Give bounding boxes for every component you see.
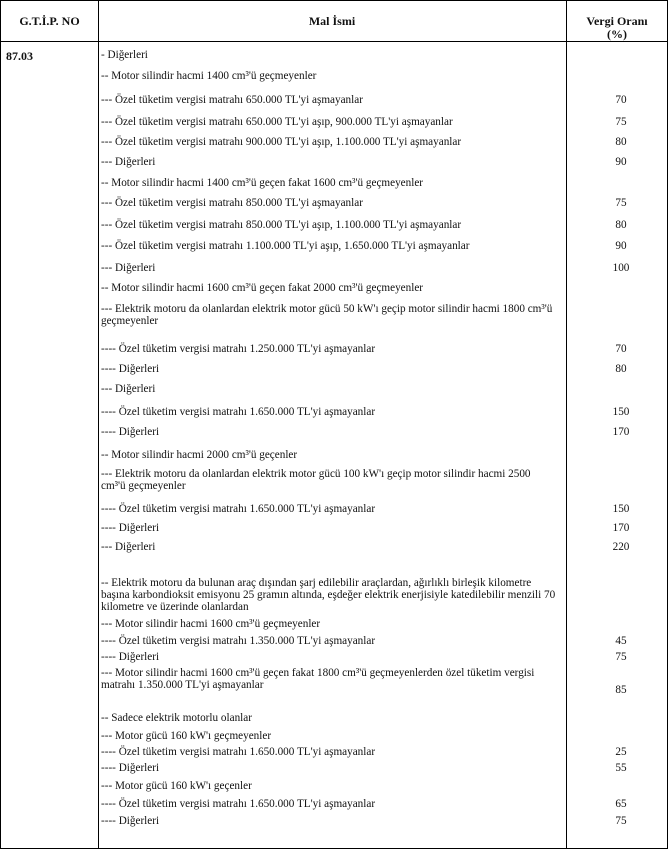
item-text: --- Özel tüketim vergisi matrahı 650.000 TL'yi aşıp, 900.000 TL'yi aşmayanlar (101, 116, 453, 128)
item-text: ---- Diğerleri (101, 426, 160, 438)
item-text: --- Motor silindir hacmi 1600 cm³'ü geçmeyenler (101, 618, 321, 630)
tax-rate: 170 (612, 426, 630, 438)
tax-rate: 150 (612, 503, 630, 515)
tax-rate: 90 (615, 240, 627, 252)
item-text: --- Diğerleri (101, 156, 156, 168)
header-gtip: G.T.İ.P. NO (19, 14, 80, 28)
tax-rate: 75 (615, 116, 627, 128)
tax-rate: 150 (612, 406, 630, 418)
tax-rate: 55 (615, 762, 627, 774)
tax-rate: 100 (612, 262, 630, 274)
item-text: --- Diğerleri (101, 541, 156, 553)
item-text: --- Diğerleri (101, 383, 156, 395)
item-text: ---- Diğerleri (101, 815, 160, 827)
item-text: ---- Özel tüketim vergisi matrahı 1.250.000 TL'yi aşmayanlar (101, 343, 376, 355)
item-text: --- Diğerleri (101, 262, 156, 274)
item-text: -- Motor silindir hacmi 1600 cm³'ü geçen fakat 2000 cm³'ü geçmeyenler (101, 282, 424, 294)
item-text: ---- Özel tüketim vergisi matrahı 1.350.000 TL'yi aşmayanlar (101, 635, 376, 647)
item-text: ---- Diğerleri (101, 651, 160, 663)
tax-rate: 70 (615, 343, 627, 355)
item-text: --- Özel tüketim vergisi matrahı 900.000 TL'yi aşıp, 1.100.000 TL'yi aşmayanlar (101, 136, 462, 148)
tax-rate: 45 (615, 635, 627, 647)
tax-rate: 220 (612, 541, 630, 553)
item-text: --- Özel tüketim vergisi matrahı 850.000 TL'yi aşıp, 1.100.000 TL'yi aşmayanlar (101, 219, 462, 231)
column-divider (566, 1, 567, 848)
header-divider (1, 41, 667, 42)
tax-rate: 80 (615, 219, 627, 231)
item-text: -- Motor silindir hacmi 1400 cm³'ü geçen fakat 1600 cm³'ü geçmeyenler (101, 177, 424, 189)
tax-rate: 80 (615, 136, 627, 148)
item-text: -- Motor silindir hacmi 2000 cm³'ü geçenler (101, 449, 298, 461)
tax-rate: 85 (615, 684, 627, 696)
tax-rate: 75 (615, 815, 627, 827)
item-text: --- Motor gücü 160 kW'ı geçmeyenler (101, 730, 272, 742)
gtip-code: 87.03 (6, 49, 33, 63)
item-text: --- Elektrik motoru da olanlardan elektrik motor gücü 100 kW'ı geçip motor silindir hacmi 2500 cm³'ü geçmeyenler (101, 468, 531, 492)
item-text: --- Elektrik motoru da olanlardan elektrik motor gücü 50 kW'ı geçip motor silindir hacmi 1800 cm³'ü geçmeyenler (101, 303, 553, 327)
item-text: ---- Diğerleri (101, 522, 160, 534)
item-text: ---- Diğerleri (101, 363, 160, 375)
item-text: -- Elektrik motoru da bulunan araç dışından şarj edilebilir araçlardan, ağırlıklı birleşik kilometre başına karbondioksit emisyonu 25 gramın altında, eşdeğer elektrik enerjisiyle katedilebilir menzili 70 kilometre ve üzerinde olanlardan (101, 577, 556, 613)
tax-rate: 75 (615, 651, 627, 663)
header-item-name: Mal İsmi (308, 14, 356, 28)
tax-rate: 70 (615, 94, 627, 106)
tax-rate: 80 (615, 363, 627, 375)
item-text: ---- Diğerleri (101, 762, 160, 774)
item-text: ---- Özel tüketim vergisi matrahı 1.650.000 TL'yi aşmayanlar (101, 406, 376, 418)
tax-rate: 25 (615, 746, 627, 758)
tax-rate: 170 (612, 522, 630, 534)
item-text: - Diğerleri (101, 49, 148, 61)
header-tax-rate: Vergi Oranı (586, 14, 648, 28)
item-text: --- Özel tüketim vergisi matrahı 1.100.000 TL'yi aşıp, 1.650.000 TL'yi aşmayanlar (101, 240, 470, 252)
header-tax-rate-unit: (%) (607, 27, 627, 41)
item-text: ---- Özel tüketim vergisi matrahı 1.650.000 TL'yi aşmayanlar (101, 503, 376, 515)
item-text: -- Motor silindir hacmi 1400 cm³'ü geçmeyenler (101, 70, 317, 82)
item-text: -- Sadece elektrik motorlu olanlar (101, 712, 252, 724)
tax-rate: 65 (615, 798, 627, 810)
item-text: ---- Özel tüketim vergisi matrahı 1.650.000 TL'yi aşmayanlar (101, 798, 376, 810)
item-text: ---- Özel tüketim vergisi matrahı 1.650.000 TL'yi aşmayanlar (101, 746, 376, 758)
item-text: --- Motor gücü 160 kW'ı geçenler (101, 780, 252, 792)
tax-rate: 75 (615, 197, 627, 209)
item-text: --- Özel tüketim vergisi matrahı 850.000 TL'yi aşmayanlar (101, 197, 363, 209)
item-text: --- Motor silindir hacmi 1600 cm³'ü geçen fakat 1800 cm³'ü geçmeyenlerden özel tüketim vergisi matrahı 1.350.000 TL'yi aşmayanlar (101, 667, 535, 691)
tax-rate: 90 (615, 156, 627, 168)
item-text: --- Özel tüketim vergisi matrahı 650.000 TL'yi aşmayanlar (101, 94, 363, 106)
column-divider (98, 1, 99, 848)
